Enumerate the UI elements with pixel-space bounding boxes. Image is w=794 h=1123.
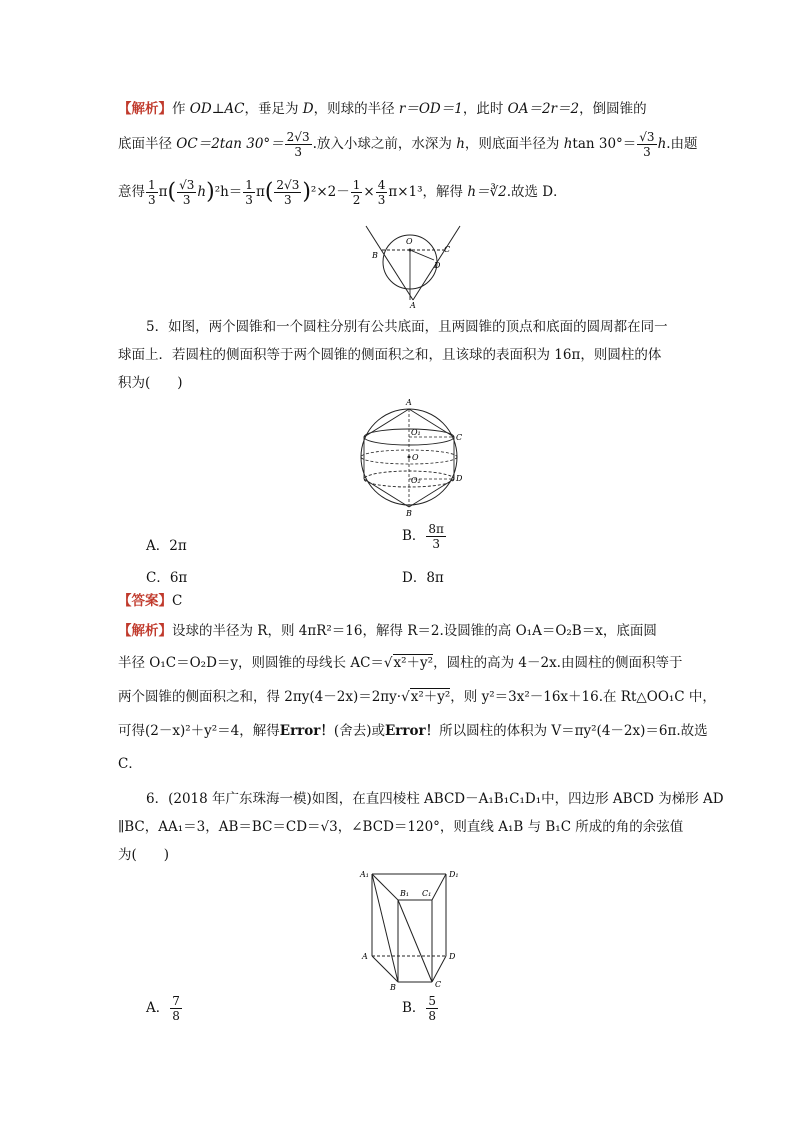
solution-4-line-1: 【解析】作 OD⊥AC，垂足为 D，则球的半径 r＝OD＝1，此时 OA＝2r＝2，倒圆锥的 — [118, 101, 647, 117]
svg-text:B₁: B₁ — [400, 889, 410, 898]
q5-option-a[interactable]: A．2π — [146, 538, 187, 554]
question-6-line-2: ∥BC，AA₁＝3，AB＝BC＝CD＝√3，∠BCD＝120°，则直线 A₁B 与 B₁C 所成的角的余弦值 — [118, 819, 684, 835]
svg-text:C: C — [435, 980, 442, 989]
svg-text:A: A — [406, 398, 412, 407]
label-A: A — [410, 301, 416, 308]
svg-text:D: D — [449, 952, 456, 961]
question-5-line-1: 5．如图，两个圆锥和一个圆柱分别有公共底面，且两圆锥的顶点和底面的圆周都在同一 — [146, 319, 668, 335]
fraction: $\frac{2√3}{3}$ — [286, 130, 310, 159]
svg-text:C₁: C₁ — [422, 889, 432, 898]
solution-5-line-5: C． — [118, 756, 142, 772]
question-6-line-1: 6．(2018 年广东珠海一模)如图，在直四棱柱 ABCD－A₁B₁C₁D₁中，四边形 ABCD 为梯形 AD — [146, 791, 724, 807]
analysis-label: 【解析】 — [118, 101, 172, 117]
svg-text:O₁: O₁ — [411, 428, 421, 437]
q5-option-c[interactable]: C．6π — [146, 570, 188, 586]
solution-5-line-3: 两个圆锥的侧面积之和，得 2πy(4－2x)＝2πy·√x²＋y²，则 y²＝3x²－16x＋16.在 Rt△OO₁C 中， — [118, 689, 716, 705]
svg-text:D₁: D₁ — [449, 870, 459, 879]
svg-text:O: O — [412, 453, 419, 462]
label-C: C — [444, 245, 451, 254]
label-D: D — [434, 261, 441, 270]
q6-option-a[interactable]: A． $\frac{7}{8}$ — [146, 994, 180, 1023]
figure-prism — [358, 866, 464, 992]
svg-text:B: B — [406, 509, 412, 517]
q5-answer: 【答案】C — [118, 593, 183, 609]
label-B: B — [372, 251, 378, 260]
solution-5-line-1: 【解析】设球的半径为 R，则 4πR²＝16，解得 R＝2.设圆锥的高 O₁A＝O₂B＝x，底面圆 — [118, 623, 657, 639]
solution-4-line-2: 底面半径 OC＝2tan 30°＝ $\frac{2√3}{3}$ .放入小球之前，水深为 h，则底面半径为 htan 30°＝ $\frac{√3}{3}$ h.由题 — [118, 130, 698, 159]
figure-cone-sphere — [362, 222, 462, 308]
question-5-line-2: 球面上．若圆柱的侧面积等于两个圆锥的侧面积之和，且该球的表面积为 16π，则圆柱的体 — [118, 347, 662, 363]
svg-text:O₂: O₂ — [411, 476, 421, 485]
solution-5-line-2: 半径 O₁C＝O₂D＝y，则圆锥的母线长 AC＝√x²＋y²，圆柱的高为 4－2x.由圆柱的侧面积等于 — [118, 655, 683, 671]
solution-4-line-3: 意得 $\frac{1}{3}$ π( $\frac{√3}{3}$ h)²h＝ $\frac{1}{3}$ π( $\frac{2√3}{3}$ )²×2－ $\frac{1}{2}$ × $\frac{4}{3}$ π×1³，解得 h＝∛2.故选 D． — [118, 178, 567, 207]
q6-option-b[interactable]: B． $\frac{5}{8}$ — [402, 994, 437, 1023]
q5-option-b[interactable]: B． $\frac{8\pi}{3}$ — [402, 522, 444, 551]
q5-option-d[interactable]: D．8π — [402, 570, 444, 586]
svg-text:D: D — [456, 474, 463, 483]
question-6-line-3: 为( ) — [118, 847, 170, 863]
label-O: O — [406, 237, 413, 246]
question-5-line-3: 积为( ) — [118, 375, 183, 391]
fraction: $\frac{√3}{3}$ — [639, 130, 655, 159]
svg-text:A₁: A₁ — [360, 870, 369, 879]
svg-text:B: B — [390, 983, 396, 992]
svg-text:C: C — [456, 433, 463, 442]
svg-text:A: A — [362, 952, 368, 961]
figure-sphere-cylinder — [355, 395, 465, 517]
solution-5-line-4: 可得(2－x)²＋y²＝4，解得Error！(舍去)或Error！所以圆柱的体积为 V＝πy²(4－2x)＝6π.故选 — [118, 723, 708, 739]
